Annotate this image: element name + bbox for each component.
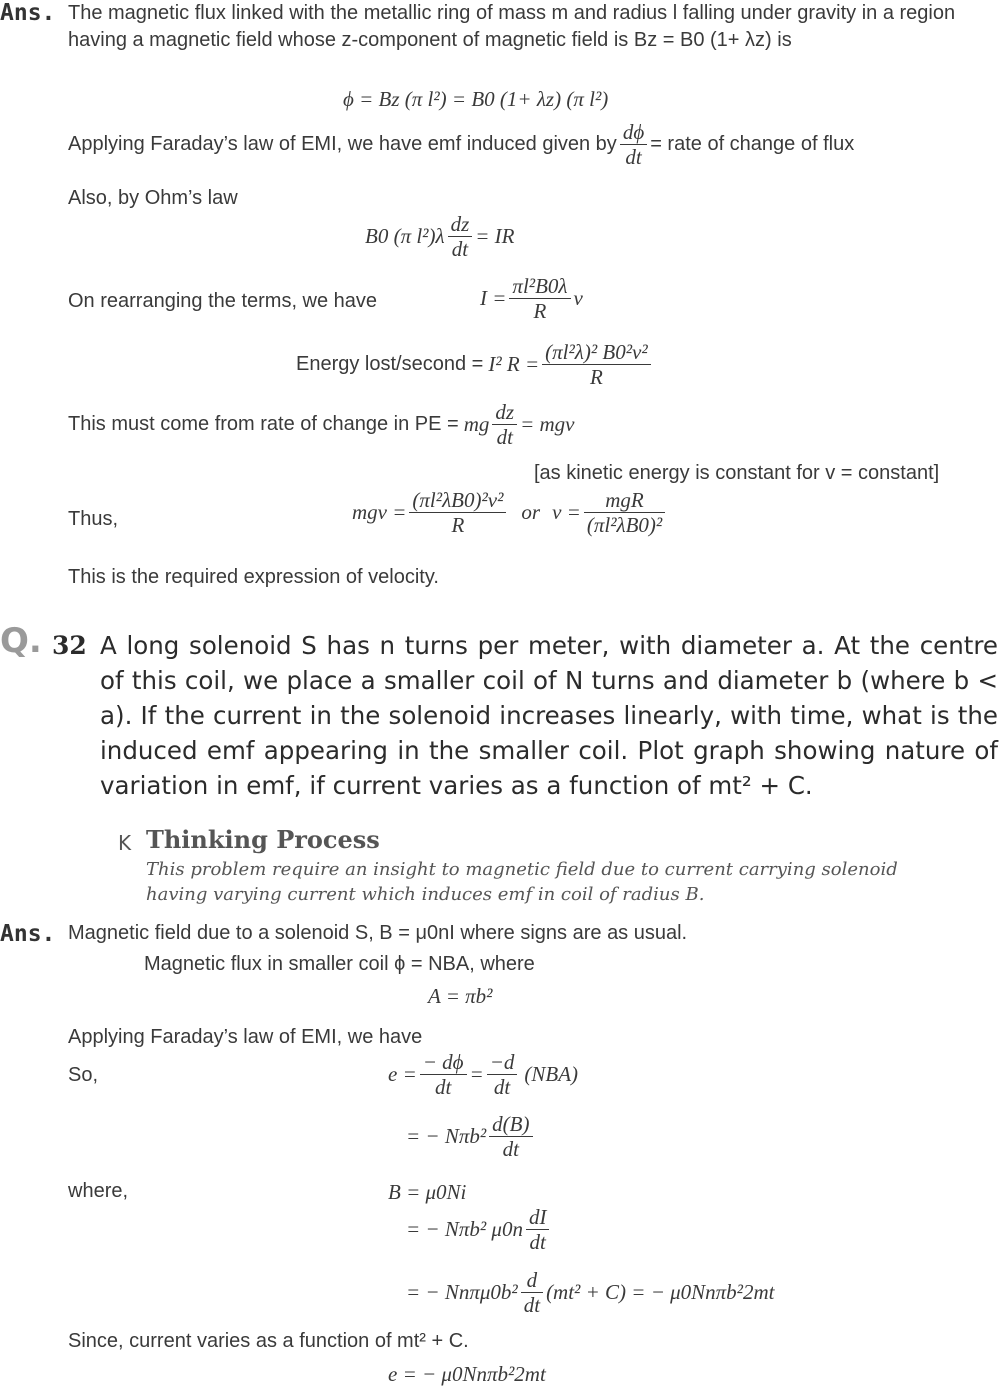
fraction-numerator: πl²B0λ [509,274,570,299]
energy-equation [296,340,654,389]
fraction-numerator: mgR [584,488,665,513]
rearrange-text: On rearranging the terms, we have [68,290,378,312]
energy-mid: I² R = [488,352,540,377]
fraction-denominator: R [451,513,465,538]
step4-tail: (mt² + C) = − μ0Nnπb²2mt [546,1280,775,1305]
flux-equation: ϕ = Bz (π l²) = B0 (1+ λz) (π l²) [343,87,609,111]
faraday-tail: = rate of change of flux [650,133,855,156]
step2-fraction [489,1112,532,1161]
fraction-numerator: dz [448,212,473,237]
since-text: Since, current varies as a function of mt² + C. [68,1330,469,1352]
kinetic-energy-note: [as kinetic energy is constant for v = constant] [534,462,940,484]
fraction-numerator: − dϕ [420,1050,467,1075]
where-label: where, [68,1180,129,1202]
answer2-line2: Magnetic flux in smaller coil ϕ = NBA, where [144,953,535,975]
thus-label: Thus, [68,508,119,530]
faraday-text-2: Applying Faraday’s law of EMI, we have [68,1026,423,1048]
step2-lhs: = − Nπb² [406,1124,487,1149]
answer-label: Ans. [0,0,56,26]
fraction-denominator: R [533,299,547,324]
fraction-denominator: dt [625,145,642,170]
emf-fraction-1 [420,1050,467,1099]
step4-fraction [521,1268,543,1317]
ohm-equation [365,212,515,261]
emf-step4 [406,1268,774,1317]
dphi-dt-fraction [620,120,647,169]
thinking-text: This problem require an insight to magnetic field due to current carrying solenoid having varying current which induces emf in coil of radius B. [146,859,898,905]
fraction-numerator: dz [492,400,517,425]
area-equation: A = πb² [428,984,493,1008]
fraction-denominator: dt [451,237,469,262]
fraction-numerator: dϕ [620,120,647,145]
pe-text: This must come from rate of change in PE = [68,413,459,436]
ohm-lhs: B0 (π l²)λ [365,224,445,249]
current-tail: v [573,286,583,311]
fraction-denominator: dt [434,1075,452,1100]
thinking-heading: Thinking Process [146,825,380,854]
fraction-denominator: dt [493,1075,511,1100]
pe-line [68,400,575,449]
faraday-line [68,120,854,169]
fraction-denominator: dt [529,1230,546,1255]
answer2-line1: Magnetic field due to a solenoid S, B = μ0nI where signs are as usual. [68,922,688,944]
step3-fraction [526,1205,550,1254]
step3-lhs: = − Nπb² μ0n [406,1217,523,1242]
thinking-marker: K [118,831,132,855]
emf-tail: (NBA) [524,1062,579,1087]
thus-v: v = [552,500,581,525]
emf-equation [388,1050,578,1099]
pe-mg: mg [463,412,490,437]
emf-lhs: e = [388,1062,417,1087]
question-mark-label: Q. [0,621,42,661]
fraction-numerator: dI [526,1205,550,1230]
velocity-fraction-2 [584,488,665,537]
so-label: So, [68,1064,99,1086]
fraction-numerator: d [521,1268,543,1293]
emf-step3 [406,1205,552,1254]
fraction-denominator: dt [496,425,513,450]
answer-label: Ans. [0,921,56,947]
dz-dt-fraction [448,212,473,261]
conclusion-text: This is the required expression of velocity. [68,566,439,588]
faraday-text: Applying Faraday’s law of EMI, we have emf induced given by [68,133,617,156]
velocity-equation [352,488,668,537]
emf-step2 [406,1112,536,1161]
question-number: 32 [52,631,87,660]
ohm-text: Also, by Ohm’s law [68,187,238,209]
step4-lhs: = − Nnπμ0b² [406,1280,518,1305]
pe-fraction [492,400,517,449]
emf-equals: = [469,1062,484,1087]
pe-tail: = mgv [520,412,575,437]
thus-lhs: mgv = [352,500,407,525]
answer-intro: The magnetic flux linked with the metallic ring of mass m and radius l falling under gravity in a region having a magnetic field whose z-component of magnetic field is Bz = B0 (1+ λz) is [68,2,956,51]
current-fraction [509,274,570,323]
question-text: A long solenoid S has n turns per meter, with diameter a. At the centre of this coil, we place a smaller coil of N turns and diameter b (where b < a). If the current in the solenoid increases linearly, with time, what is the induced emf appearing in the smaller coil. Plot graph showing nature of variation in emf, if current varies as a function of mt² + C. [100,631,998,800]
final-emf-equation: e = − μ0Nnπb²2mt [388,1362,546,1386]
fraction-numerator: −d [487,1050,518,1075]
current-lhs: I = [480,286,507,311]
energy-fraction [542,340,651,389]
ohm-rhs: = IR [475,224,515,249]
or-word: or [521,500,541,525]
b-equation: B = μ0Ni [388,1180,467,1204]
fraction-numerator: (πl²λ)² B0²v² [542,340,651,365]
fraction-denominator: dt [502,1137,519,1162]
velocity-fraction-1 [409,488,506,537]
fraction-denominator: R [589,365,603,390]
fraction-numerator: d(B) [489,1112,532,1137]
fraction-numerator: (πl²λB0)²v² [409,488,506,513]
fraction-denominator: dt [523,1293,541,1318]
energy-label: Energy lost/second = [296,353,484,376]
current-equation [480,274,583,323]
fraction-denominator: (πl²λB0)² [586,513,663,538]
emf-fraction-2 [487,1050,518,1099]
